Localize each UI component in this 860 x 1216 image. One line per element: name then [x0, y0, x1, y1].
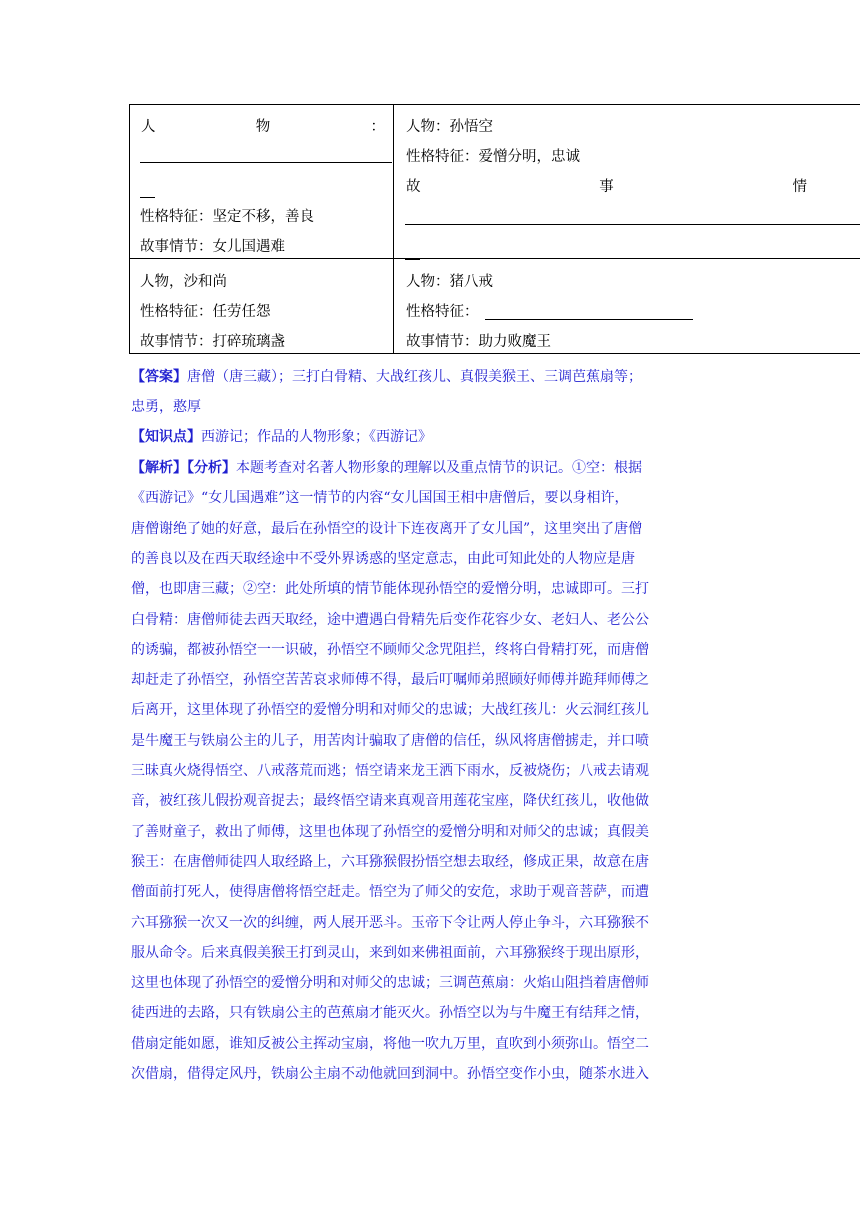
analysis-first-line: [131, 458, 731, 478]
analysis-line: 徒西进的去路，只有铁扇公主的芭蕉扇才能灭火。孙悟空以为与牛魔王有结拜之情，: [131, 1005, 649, 1022]
cell2-person: 人物：孙悟空: [406, 119, 493, 135]
cell4-blank-line: [485, 319, 693, 320]
cell1-blank-line-tail: [140, 197, 155, 198]
analysis-line: 次借扇，借得定风丹，铁扇公主扇不动他就回到洞中。孙悟空变作小虫，随茶水进入: [131, 1066, 649, 1082]
cell4-plot: 故事情节：助力败魔王: [406, 334, 551, 350]
answer-text: 唐僧（唐三藏）；三打白骨精、大战红孩儿、真假美猴王、三调芭蕉扇等；: [187, 369, 642, 385]
analysis-line: 猴王：在唐僧师徒四人取经路上，六耳猕猴假扮悟空想去取经，修成正果，故意在唐: [131, 853, 649, 870]
analysis-line: 僧，也即唐三藏；②空：此处所填的情节能体现孙悟空的爱憎分明，忠诚即可。三打: [131, 581, 649, 598]
cell2-blank-line-tail: [405, 259, 420, 260]
cell3-trait: 性格特征：任劳任怨: [140, 304, 271, 320]
analysis-line: 的诱骗，都被孙悟空一一识破，孙悟空不顾师父念咒阻拦，终将白骨精打死，而唐僧: [131, 641, 649, 658]
analysis-line: 服从命令。后来真假美猴王打到灵山，来到如来佛祖面前，六耳猕猴终于现出原形，: [131, 944, 649, 961]
analysis-line: 唐僧谢绝了她的好意，最后在孙悟空的设计下连夜离开了女儿国”，这里突出了唐僧: [131, 520, 643, 537]
analysis-line: 是牛魔王与铁扇公主的儿子，用苦肉计骗取了唐僧的信任，纵风将唐僧掳走，并口喷: [131, 732, 649, 749]
knowledge-text: 西游记；作品的人物形象；《西游记》: [201, 429, 432, 445]
cell2-blank-line: [405, 224, 860, 225]
table-border-top: [129, 104, 860, 105]
answer-line-1: [131, 367, 731, 387]
table-border-middle: [129, 258, 860, 259]
answer-tag: 【答案】: [131, 369, 187, 385]
analysis-line: 三昧真火烧得悟空、八戒落荒而逃；悟空请来龙王洒下雨水，反被烧伤；八戒去请观: [131, 763, 649, 779]
cell3-person: 人物，沙和尚: [140, 274, 227, 290]
cell2-trait: 性格特征：爱憎分明，忠诚: [406, 149, 580, 165]
analysis-line: 却赶走了孙悟空，孙悟空苦苦哀求师傅不得，最后叮嘱师弟照顾好师傅并跪拜师傅之: [131, 672, 649, 689]
analysis-line: 白骨精：唐僧师徒去西天取经，途中遭遇白骨精先后变作花容少女、老妇人、老公公: [131, 611, 649, 628]
cell4-trait-label: 性格特征：: [406, 304, 479, 320]
analysis-line: 了善财童子，救出了师傅，这里也体现了孙悟空的爱憎分明和对师父的忠诚；真假美: [131, 823, 649, 840]
analysis-line: 后离开，这里体现了孙悟空的爱憎分明和对师父的忠诚；大战红孩儿：火云洞红孩儿: [131, 702, 649, 719]
character-table: [129, 104, 860, 354]
analysis-line: 这里也体现了孙悟空的爱憎分明和对师父的忠诚；三调芭蕉扇：火焰山阻挡着唐僧师: [131, 975, 649, 992]
table-border-center: [393, 104, 394, 354]
cell1-plot: 故事情节：女儿国遇难: [140, 239, 285, 255]
analysis-first-text: 本题考查对名著人物形象的理解以及重点情节的识记。①空：根据: [236, 460, 642, 476]
knowledge-line: [131, 427, 731, 447]
cell1-person-label: 人 物 ：: [141, 119, 385, 135]
analysis-line: 的善良以及在西天取经途中不受外界诱惑的坚定意志，由此可知此处的人物应是唐: [131, 550, 635, 567]
analysis-line: 僧面前打死人，使得唐僧将悟空赶走。悟空为了师父的安危，求助于观音菩萨，而遭: [131, 884, 649, 901]
table-border-left: [129, 104, 130, 354]
cell3-plot: 故事情节：打碎琉璃盏: [140, 334, 285, 350]
knowledge-tag: 【知识点】: [131, 429, 201, 445]
answer-line-2: 忠勇，憨厚: [131, 399, 201, 415]
analysis-line: 《西游记》“女儿国遇难”这一情节的内容“女儿国国王相中唐僧后，要以身相许，: [131, 490, 629, 507]
analysis-line: 借扇定能如愿，谁知反被公主挥动宝扇，将他一吹九万里，直吹到小须弥山。悟空二: [131, 1035, 649, 1052]
cell1-blank-line: [140, 162, 392, 163]
table-border-bottom: [129, 353, 860, 354]
cell4-person: 人物：猪八戒: [406, 274, 493, 290]
analysis-tag: 【解析】【分析】: [131, 460, 236, 476]
analysis-line: 六耳猕猴一次又一次的纠缠，两人展开恶斗。玉帝下令让两人停止争斗，六耳猕猴不: [131, 914, 649, 931]
cell2-plot-label: 故 事 情: [406, 179, 807, 195]
analysis-line: 音，被红孩儿假扮观音捉去；最终悟空请来真观音用莲花宝座，降伏红孩儿，收他做: [131, 793, 649, 810]
cell1-trait: 性格特征：坚定不移，善良: [140, 209, 314, 225]
